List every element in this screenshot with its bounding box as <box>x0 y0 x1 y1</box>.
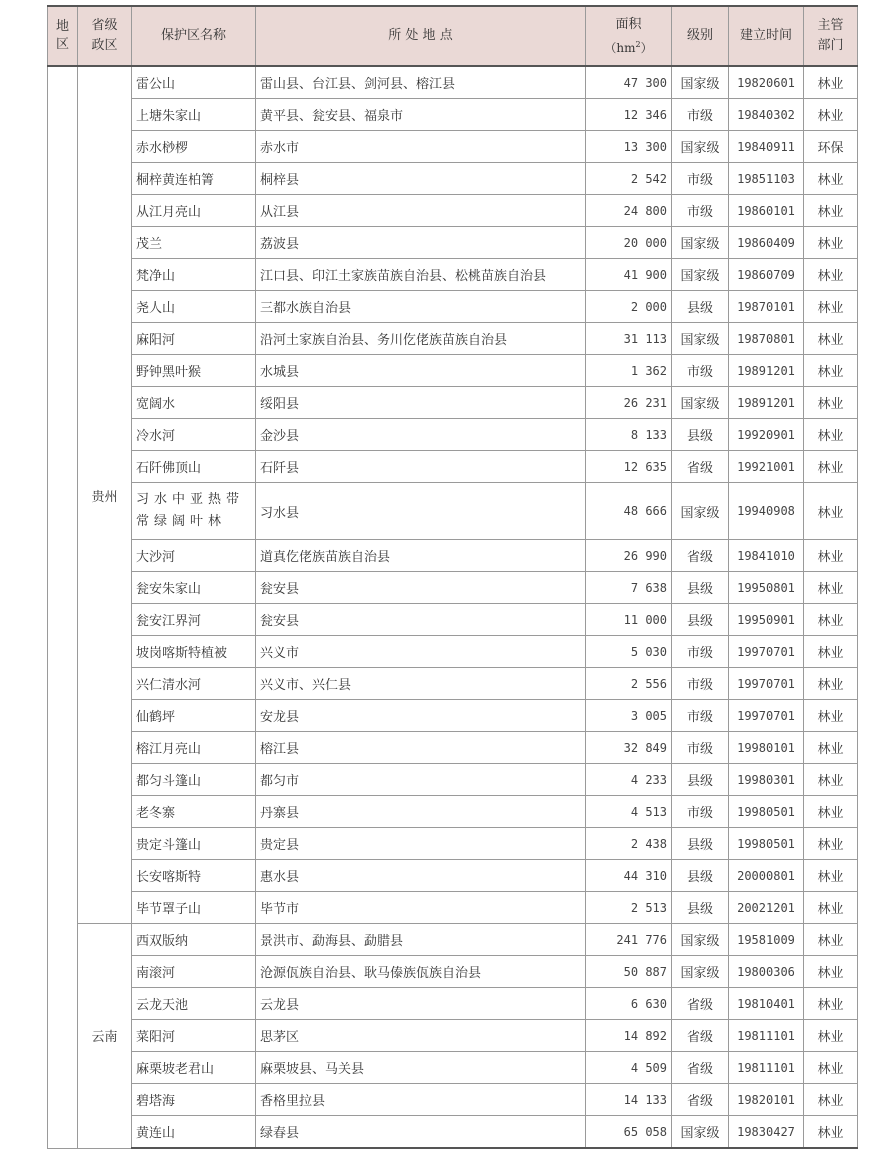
dept-cell: 林业 <box>804 732 858 764</box>
dept-cell: 林业 <box>804 1116 858 1149</box>
date-cell: 19870101 <box>729 291 804 323</box>
area-cell: 48 666 <box>586 483 672 540</box>
reserve-name-cell: 茂兰 <box>132 227 256 259</box>
dept-cell: 林业 <box>804 1020 858 1052</box>
date-cell: 19840302 <box>729 99 804 131</box>
area-cell: 3 005 <box>586 700 672 732</box>
dept-cell: 林业 <box>804 355 858 387</box>
table-row <box>48 419 858 451</box>
area-cell: 47 300 <box>586 66 672 99</box>
table-row <box>48 796 858 828</box>
reserve-name-cell: 大沙河 <box>132 540 256 572</box>
date-cell: 19800306 <box>729 956 804 988</box>
dept-cell: 林业 <box>804 419 858 451</box>
area-cell: 8 133 <box>586 419 672 451</box>
date-cell: 20021201 <box>729 892 804 924</box>
table-row <box>48 483 858 540</box>
reserve-name-cell: 上塘朱家山 <box>132 99 256 131</box>
location-cell: 惠水县 <box>256 860 586 892</box>
level-cell: 县级 <box>672 291 729 323</box>
reserve-name-cell: 黄连山 <box>132 1116 256 1149</box>
table-row <box>48 668 858 700</box>
reserve-name-cell: 贵定斗篷山 <box>132 828 256 860</box>
level-cell: 省级 <box>672 1052 729 1084</box>
date-cell: 19980301 <box>729 764 804 796</box>
area-cell: 26 990 <box>586 540 672 572</box>
dept-cell: 林业 <box>804 988 858 1020</box>
date-cell: 19950801 <box>729 572 804 604</box>
level-cell: 国家级 <box>672 1116 729 1149</box>
reserve-name-cell: 菜阳河 <box>132 1020 256 1052</box>
level-cell: 县级 <box>672 828 729 860</box>
reserve-name-cell: 从江月亮山 <box>132 195 256 227</box>
area-cell: 7 638 <box>586 572 672 604</box>
header-name: 保护区名称 <box>132 6 256 66</box>
date-cell: 19851103 <box>729 163 804 195</box>
level-cell: 国家级 <box>672 227 729 259</box>
dept-cell: 林业 <box>804 291 858 323</box>
header-dept-line1: 主管 <box>817 18 844 33</box>
reserve-name-cell: 长安喀斯特 <box>132 860 256 892</box>
header-level: 级别 <box>672 6 729 66</box>
province-cell: 云南 <box>78 924 132 1149</box>
area-cell: 26 231 <box>586 387 672 419</box>
reserve-name-cell: 桐梓黄连柏箐 <box>132 163 256 195</box>
reserve-name-cell: 瓮安江界河 <box>132 604 256 636</box>
date-cell: 19810401 <box>729 988 804 1020</box>
table-row <box>48 572 858 604</box>
area-cell: 20 000 <box>586 227 672 259</box>
table-row <box>48 988 858 1020</box>
date-cell: 19970701 <box>729 700 804 732</box>
level-cell: 国家级 <box>672 387 729 419</box>
table-row <box>48 604 858 636</box>
date-cell: 19860409 <box>729 227 804 259</box>
level-cell: 市级 <box>672 163 729 195</box>
level-cell: 国家级 <box>672 323 729 355</box>
location-cell: 三都水族自治县 <box>256 291 586 323</box>
location-cell: 雷山县、台江县、剑河县、榕江县 <box>256 66 586 99</box>
area-cell: 14 892 <box>586 1020 672 1052</box>
dept-cell: 林业 <box>804 195 858 227</box>
date-cell: 19830427 <box>729 1116 804 1149</box>
level-cell: 国家级 <box>672 956 729 988</box>
area-cell: 14 133 <box>586 1084 672 1116</box>
header-location: 所 处 地 点 <box>256 6 586 66</box>
area-cell: 4 233 <box>586 764 672 796</box>
date-cell: 19811101 <box>729 1052 804 1084</box>
area-cell: 31 113 <box>586 323 672 355</box>
nature-reserve-table <box>47 5 858 1149</box>
dept-cell: 林业 <box>804 227 858 259</box>
location-cell: 云龙县 <box>256 988 586 1020</box>
location-cell: 江口县、印江土家族苗族自治县、松桃苗族自治县 <box>256 259 586 291</box>
date-cell: 19980101 <box>729 732 804 764</box>
level-cell: 市级 <box>672 732 729 764</box>
dept-cell: 林业 <box>804 668 858 700</box>
location-cell: 丹寨县 <box>256 796 586 828</box>
level-cell: 市级 <box>672 99 729 131</box>
location-cell: 榕江县 <box>256 732 586 764</box>
date-cell: 19811101 <box>729 1020 804 1052</box>
area-cell: 65 058 <box>586 1116 672 1149</box>
area-cell: 12 346 <box>586 99 672 131</box>
reserve-name-cell: 石阡佛顶山 <box>132 451 256 483</box>
date-cell: 19820601 <box>729 66 804 99</box>
location-cell: 贵定县 <box>256 828 586 860</box>
dept-cell: 林业 <box>804 99 858 131</box>
area-cell: 24 800 <box>586 195 672 227</box>
reserve-name-cell: 坡岗喀斯特植被 <box>132 636 256 668</box>
reserve-name-cell: 雷公山 <box>132 66 256 99</box>
dept-cell: 林业 <box>804 323 858 355</box>
date-cell: 19860101 <box>729 195 804 227</box>
reserve-name-cell: 碧塔海 <box>132 1084 256 1116</box>
location-cell: 水城县 <box>256 355 586 387</box>
level-cell: 国家级 <box>672 131 729 163</box>
location-cell: 麻栗坡县、马关县 <box>256 1052 586 1084</box>
dept-cell: 林业 <box>804 1084 858 1116</box>
table-row <box>48 227 858 259</box>
reserve-name-cell: 云龙天池 <box>132 988 256 1020</box>
table-row <box>48 355 858 387</box>
dept-cell: 林业 <box>804 892 858 924</box>
reserve-name-cell: 尧人山 <box>132 291 256 323</box>
table-row <box>48 540 858 572</box>
area-cell: 44 310 <box>586 860 672 892</box>
reserve-name-cell: 榕江月亮山 <box>132 732 256 764</box>
dept-cell: 林业 <box>804 604 858 636</box>
dept-cell: 林业 <box>804 387 858 419</box>
date-cell: 19891201 <box>729 355 804 387</box>
date-cell: 19921001 <box>729 451 804 483</box>
location-cell: 毕节市 <box>256 892 586 924</box>
area-cell: 2 542 <box>586 163 672 195</box>
dept-cell: 林业 <box>804 700 858 732</box>
dept-cell: 林业 <box>804 828 858 860</box>
area-cell: 32 849 <box>586 732 672 764</box>
area-cell: 5 030 <box>586 636 672 668</box>
level-cell: 省级 <box>672 1084 729 1116</box>
table-row <box>48 195 858 227</box>
location-cell: 荔波县 <box>256 227 586 259</box>
area-cell: 2 000 <box>586 291 672 323</box>
area-cell: 11 000 <box>586 604 672 636</box>
reserve-name-cell: 梵净山 <box>132 259 256 291</box>
table-header-row <box>48 6 858 66</box>
area-cell: 2 438 <box>586 828 672 860</box>
date-cell: 19950901 <box>729 604 804 636</box>
dept-cell: 林业 <box>804 956 858 988</box>
level-cell: 县级 <box>672 764 729 796</box>
table-row <box>48 163 858 195</box>
location-cell: 道真仡佬族苗族自治县 <box>256 540 586 572</box>
table-row <box>48 636 858 668</box>
location-cell: 思茅区 <box>256 1020 586 1052</box>
location-cell: 绿春县 <box>256 1116 586 1149</box>
level-cell: 国家级 <box>672 924 729 956</box>
level-cell: 市级 <box>672 195 729 227</box>
location-cell: 黄平县、瓮安县、福泉市 <box>256 99 586 131</box>
dept-cell: 林业 <box>804 572 858 604</box>
table-row <box>48 99 858 131</box>
area-cell: 6 630 <box>586 988 672 1020</box>
reserve-name-cell: 老冬寨 <box>132 796 256 828</box>
date-cell: 19920901 <box>729 419 804 451</box>
table-row <box>48 732 858 764</box>
level-cell: 省级 <box>672 1020 729 1052</box>
header-dept-line2: 部门 <box>817 38 844 53</box>
reserve-name-cell: 野钟黑叶猴 <box>132 355 256 387</box>
date-cell: 19581009 <box>729 924 804 956</box>
location-cell: 沧源佤族自治县、耿马傣族佤族自治县 <box>256 956 586 988</box>
level-cell: 市级 <box>672 700 729 732</box>
area-cell: 4 513 <box>586 796 672 828</box>
header-area-unit: $(hm^2)$ <box>604 39 653 55</box>
table-row <box>48 66 858 99</box>
area-cell: 50 887 <box>586 956 672 988</box>
table-row <box>48 291 858 323</box>
date-cell: 19970701 <box>729 668 804 700</box>
reserve-name-cell: 习水中亚热带常绿阔叶林 <box>132 483 256 540</box>
date-cell: 20000801 <box>729 860 804 892</box>
reserve-name-cell: 兴仁清水河 <box>132 668 256 700</box>
level-cell: 省级 <box>672 988 729 1020</box>
table-row <box>48 259 858 291</box>
location-cell: 香格里拉县 <box>256 1084 586 1116</box>
table-body <box>48 66 858 1148</box>
area-cell: 2 556 <box>586 668 672 700</box>
table-row <box>48 892 858 924</box>
dept-cell: 林业 <box>804 483 858 540</box>
dept-cell: 林业 <box>804 259 858 291</box>
location-cell: 习水县 <box>256 483 586 540</box>
reserve-name-cell: 瓮安朱家山 <box>132 572 256 604</box>
dept-cell: 林业 <box>804 451 858 483</box>
table-row <box>48 956 858 988</box>
level-cell: 国家级 <box>672 66 729 99</box>
level-cell: 市级 <box>672 668 729 700</box>
dept-cell: 林业 <box>804 163 858 195</box>
table-row <box>48 387 858 419</box>
location-cell: 桐梓县 <box>256 163 586 195</box>
reserve-name-cell: 麻栗坡老君山 <box>132 1052 256 1084</box>
location-cell: 赤水市 <box>256 131 586 163</box>
level-cell: 县级 <box>672 860 729 892</box>
reserve-name-cell: 麻阳河 <box>132 323 256 355</box>
dept-cell: 林业 <box>804 860 858 892</box>
level-cell: 县级 <box>672 892 729 924</box>
region-cell <box>48 66 78 1148</box>
table-row <box>48 860 858 892</box>
location-cell: 兴义市 <box>256 636 586 668</box>
date-cell: 19840911 <box>729 131 804 163</box>
area-cell: 4 509 <box>586 1052 672 1084</box>
dept-cell: 林业 <box>804 924 858 956</box>
header-region: 地区 <box>48 6 78 66</box>
date-cell: 19891201 <box>729 387 804 419</box>
table-row <box>48 1116 858 1149</box>
date-cell: 19820101 <box>729 1084 804 1116</box>
dept-cell: 林业 <box>804 1052 858 1084</box>
location-cell: 安龙县 <box>256 700 586 732</box>
reserve-name-cell: 都匀斗篷山 <box>132 764 256 796</box>
reserve-name-cell: 冷水河 <box>132 419 256 451</box>
table-row <box>48 924 858 956</box>
header-date: 建立时间 <box>729 6 804 66</box>
table-row <box>48 131 858 163</box>
location-cell: 从江县 <box>256 195 586 227</box>
dept-cell: 林业 <box>804 796 858 828</box>
location-cell: 瓮安县 <box>256 572 586 604</box>
level-cell: 市级 <box>672 636 729 668</box>
dept-cell: 林业 <box>804 540 858 572</box>
reserve-name-cell: 仙鹤坪 <box>132 700 256 732</box>
reserve-name-cell: 毕节罩子山 <box>132 892 256 924</box>
table-row <box>48 828 858 860</box>
area-cell: 41 900 <box>586 259 672 291</box>
dept-cell: 环保 <box>804 131 858 163</box>
area-cell: 241 776 <box>586 924 672 956</box>
header-province: 省级政区 <box>78 6 132 66</box>
reserve-name-cell: 西双版纳 <box>132 924 256 956</box>
location-cell: 金沙县 <box>256 419 586 451</box>
level-cell: 国家级 <box>672 259 729 291</box>
dept-cell: 林业 <box>804 636 858 668</box>
location-cell: 景洪市、勐海县、勐腊县 <box>256 924 586 956</box>
header-area-label: 面积 <box>615 16 642 32</box>
reserve-name-cell: 宽阔水 <box>132 387 256 419</box>
reserve-name-cell: 赤水桫椤 <box>132 131 256 163</box>
date-cell: 19860709 <box>729 259 804 291</box>
location-cell: 兴义市、兴仁县 <box>256 668 586 700</box>
level-cell: 市级 <box>672 796 729 828</box>
table-row <box>48 700 858 732</box>
date-cell: 19870801 <box>729 323 804 355</box>
area-cell: 2 513 <box>586 892 672 924</box>
header-area <box>586 6 672 66</box>
date-cell: 19841010 <box>729 540 804 572</box>
date-cell: 19980501 <box>729 828 804 860</box>
level-cell: 市级 <box>672 355 729 387</box>
table-row <box>48 451 858 483</box>
date-cell: 19970701 <box>729 636 804 668</box>
table-row <box>48 764 858 796</box>
level-cell: 省级 <box>672 451 729 483</box>
area-cell: 13 300 <box>586 131 672 163</box>
area-cell: 1 362 <box>586 355 672 387</box>
level-cell: 县级 <box>672 572 729 604</box>
location-cell: 绥阳县 <box>256 387 586 419</box>
date-cell: 19980501 <box>729 796 804 828</box>
location-cell: 沿河土家族自治县、务川仡佬族苗族自治县 <box>256 323 586 355</box>
province-cell: 贵州 <box>78 66 132 924</box>
table-row <box>48 323 858 355</box>
level-cell: 县级 <box>672 419 729 451</box>
table-row <box>48 1020 858 1052</box>
location-cell: 都匀市 <box>256 764 586 796</box>
location-cell: 石阡县 <box>256 451 586 483</box>
date-cell: 19940908 <box>729 483 804 540</box>
level-cell: 国家级 <box>672 483 729 540</box>
location-cell: 瓮安县 <box>256 604 586 636</box>
table-row <box>48 1084 858 1116</box>
level-cell: 省级 <box>672 540 729 572</box>
table-row <box>48 1052 858 1084</box>
area-cell: 12 635 <box>586 451 672 483</box>
header-dept <box>804 6 858 66</box>
dept-cell: 林业 <box>804 764 858 796</box>
level-cell: 县级 <box>672 604 729 636</box>
reserve-name-cell: 南滚河 <box>132 956 256 988</box>
dept-cell: 林业 <box>804 66 858 99</box>
